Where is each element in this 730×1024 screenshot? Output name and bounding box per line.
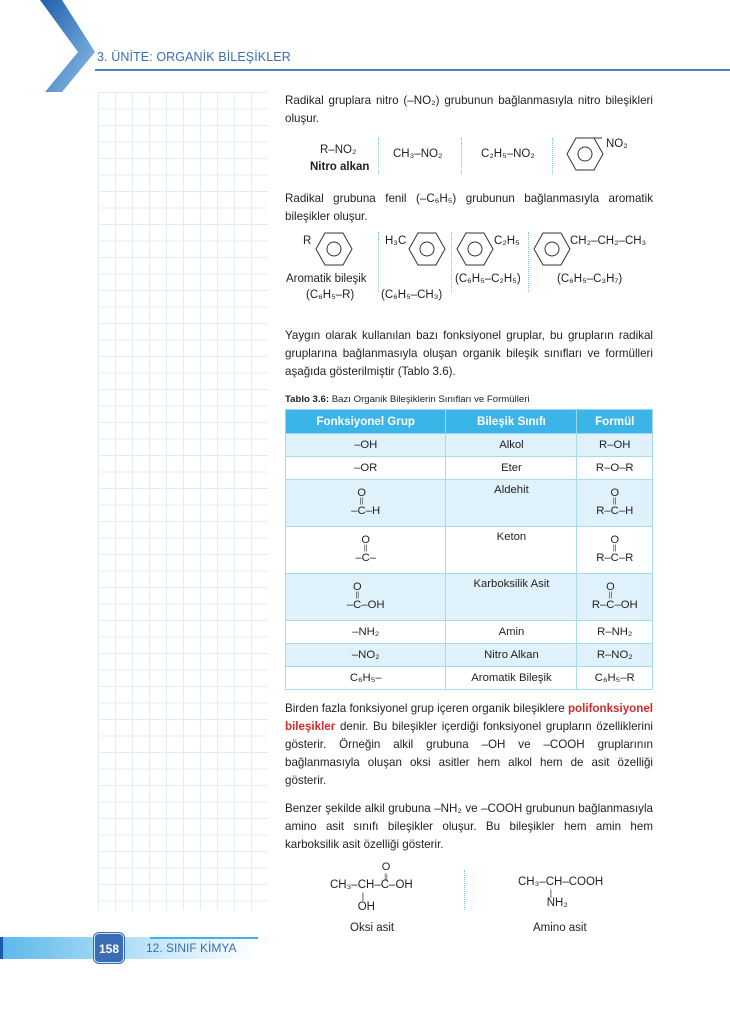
hydroxyl: OH: [357, 901, 375, 913]
carbonyl-structure: [351, 486, 381, 518]
double-bond: ||: [612, 497, 617, 505]
toluene-formula: (C₆H₅–CH₃): [381, 289, 443, 301]
functional-group-cell: [286, 574, 446, 621]
formula-cell: C₆H₅–R: [577, 667, 653, 690]
ethylbenzene-formula: (C₆H₅–C₂H₅): [455, 273, 521, 285]
propylbenzene-formula: (C₆H₅–C₃H₇): [557, 273, 623, 285]
benzene-ring-icon: [533, 231, 573, 267]
compound-class-cell: Alkol: [446, 434, 577, 457]
nitro-alkan-label: Nitro alkan: [310, 161, 370, 173]
formula-part: –OH: [614, 598, 638, 611]
formula-part: CH₃–: [330, 879, 358, 891]
formula-part: C: [353, 598, 362, 611]
formula-part: R–: [596, 504, 611, 517]
functional-group-cell: –NH₂: [286, 621, 446, 644]
formula-cell: [577, 574, 653, 621]
text: Birden fazla fonksiyonel grup içeren organik bileşiklere: [285, 702, 568, 715]
header-formula: Formül: [577, 410, 653, 434]
formula-part: C: [357, 504, 366, 517]
text: denir. Bu bileşikler içerdiği fonksiyonel grupların özelliklerini gösterir. Örneğin alkil grubuna –OH ve –COOH gruplarının bağlanmasıyla oluşan oksi asitler hem alkol hem de asit özelliği gösterir.: [285, 720, 653, 787]
carbonyl-structure: [346, 580, 385, 612]
table-row: [286, 457, 653, 480]
amino-acid-paragraph: Benzer şekilde alkil grubuna –NH₂ ve –COOH grubunun bağlanmasıyla amino asit sınıfı bileşikler oluşur. Bu bileşikler hem amin hem karboksilik asit özelliği gösterir.: [285, 802, 653, 851]
divider: [451, 232, 452, 292]
ch-group: [357, 879, 375, 913]
functional-group-cell: –OH: [286, 434, 446, 457]
divider: [461, 138, 462, 174]
formula-part: CH₃–: [518, 876, 546, 888]
benzene-ring-icon: [315, 231, 355, 267]
formula-part: C: [361, 551, 370, 564]
unit-title: 3. ÜNİTE: ORGANİK BİLEŞİKLER: [97, 50, 291, 64]
formula-part: C: [610, 551, 619, 564]
formula-part: –COOH: [562, 876, 604, 888]
amino-acid-structure: [518, 875, 604, 909]
header-functional-group: Fonksiyonel Grup: [286, 410, 446, 434]
table-row: [286, 527, 653, 574]
carbon: [606, 580, 615, 612]
aromatic-paragraph: Radikal grubuna fenil (–C₆H₅) grubunun bağlanmasıyla aromatik bileşikler oluşur.: [285, 192, 653, 223]
header-rule: [95, 69, 730, 71]
compound-class-cell: Amin: [446, 621, 577, 644]
formula-part: –OH: [361, 598, 385, 611]
divider: [378, 138, 379, 174]
formula-part: R–: [596, 551, 611, 564]
carbonyl-structure: [596, 486, 634, 518]
functional-group-cell: C₆H₅–: [286, 667, 446, 690]
footer-edge: [0, 937, 3, 959]
formula-part: O: [357, 486, 366, 499]
table-row: [286, 621, 653, 644]
footer-rule: [150, 937, 258, 939]
carbonyl-structure: [355, 533, 377, 565]
aromatic-label: Aromatik bileşik: [286, 273, 367, 285]
main-flow: [285, 327, 653, 940]
functional-group-cell: [286, 527, 446, 574]
formula-part: –: [351, 504, 358, 517]
table-row: [286, 574, 653, 621]
formula-part: O: [606, 580, 615, 593]
oxygen: [610, 488, 619, 505]
carbonyl-structure: [591, 580, 638, 612]
notes-grid: [98, 92, 268, 910]
divider: [528, 232, 529, 292]
intro-paragraph: Yaygın olarak kullanılan bazı fonksiyonel gruplar, bu grupların radikal gruplarına bağlanmasıyla oluşan organik bileşik sınıfları ve formülleri aşağıda gösterilmiştir (Tablo 3.6).: [285, 329, 653, 378]
formula-part: C: [606, 598, 615, 611]
oxygen: [361, 535, 370, 552]
functional-group-cell: –OR: [286, 457, 446, 480]
functional-group-cell: [286, 480, 446, 527]
aromatic-general-formula: (C₆H₅–R): [306, 289, 355, 301]
table-number: Tablo 3.6:: [285, 394, 330, 405]
formula-part: O: [610, 486, 620, 499]
formula-cell: R–NO₂: [577, 644, 653, 667]
ch-group: [545, 876, 568, 909]
formula-part: O: [361, 533, 370, 546]
formula-part: –R: [618, 551, 634, 564]
ethyl-substituent: C₂H₅: [494, 235, 520, 247]
formula-cell: R–O–R: [577, 457, 653, 480]
formula-cell: [577, 527, 653, 574]
amine: NH₂: [546, 897, 568, 909]
oxy-acid-label: Oksi asit: [350, 922, 395, 934]
nitroethane-formula: C₂H₅–NO₂: [481, 148, 535, 160]
compound-class-cell: Karboksilik Asit: [446, 574, 577, 621]
formula-part: –: [374, 879, 381, 891]
formula-part: –: [346, 598, 354, 611]
formula-part: R–: [591, 598, 607, 611]
divider: [552, 138, 553, 174]
formula-part: CH: [545, 876, 563, 888]
table-row: [286, 480, 653, 527]
amino-acid-label: Amino asit: [533, 922, 587, 934]
double-bond: ||: [359, 497, 364, 505]
table-title: Bazı Organik Bileşiklerin Sınıfları ve Formülleri: [329, 394, 530, 405]
double-bond: ||: [355, 591, 360, 599]
example-structures: [285, 861, 653, 940]
carbon: [610, 486, 620, 518]
compound-class-cell: Eter: [446, 457, 577, 480]
formula-part: –: [369, 551, 377, 564]
double-bond: ||: [384, 874, 388, 881]
formula-part: –: [355, 551, 362, 564]
carbon: [357, 486, 366, 518]
nitrobenzene-substituent: NO₂: [606, 138, 628, 150]
oxygen: [610, 535, 619, 552]
carbonyl: [380, 861, 391, 891]
functional-groups-table: [285, 409, 653, 690]
table-row: [286, 434, 653, 457]
header-compound-class: Bileşik Sınıfı: [446, 410, 577, 434]
formula-cell: [577, 480, 653, 527]
benzene-ring-icon: [408, 231, 448, 267]
chapter-chevron-decoration: [0, 0, 100, 95]
nitromethane-formula: CH₃–NO₂: [393, 148, 443, 160]
page-number: 158: [94, 933, 124, 963]
formula-part: –OH: [389, 879, 413, 891]
compound-class-cell: Nitro Alkan: [446, 644, 577, 667]
divider: [464, 870, 465, 910]
nitro-paragraph: Radikal gruplara nitro (–NO₂) grubunun bağlanmasıyla nitro bileşikleri oluşur.: [285, 94, 653, 125]
double-bond: ||: [363, 544, 368, 552]
compound-class-cell: Keton: [446, 527, 577, 574]
formula-part: O: [381, 861, 391, 873]
formula-part: C: [610, 504, 619, 517]
double-bond: ||: [608, 591, 613, 599]
formula-part: CH: [357, 879, 375, 891]
oxygen: [353, 582, 362, 599]
oxygen: [606, 582, 615, 599]
functional-group-cell: –NO₂: [286, 644, 446, 667]
compound-class-cell: Aldehit: [446, 480, 577, 527]
bond: |: [549, 888, 553, 898]
nitro-formula-general: R–NO₂: [320, 144, 357, 156]
formula-part: –H: [365, 504, 381, 517]
carbon: [352, 580, 362, 612]
carbonyl-structure: [596, 533, 634, 565]
formula-part: –H: [618, 504, 634, 517]
book-title: 12. SINIF KİMYA: [146, 941, 237, 955]
bond: |: [361, 891, 365, 901]
highlight-term: polifonksiyonel bileşikler: [285, 702, 653, 733]
benzene-ring-icon: [566, 136, 606, 172]
oxy-acid-structure: [330, 861, 413, 913]
compound-class-cell: Aromatik Bileşik: [446, 667, 577, 690]
divider: [378, 232, 379, 292]
table-caption: [285, 393, 653, 407]
oxygen: [382, 863, 391, 882]
table-row: [286, 644, 653, 667]
benzene-ring-icon: [456, 231, 496, 267]
carbon: [361, 533, 370, 565]
formula-cell: R–OH: [577, 434, 653, 457]
formula-cell: R–NH₂: [577, 621, 653, 644]
formula-part: O: [610, 533, 620, 546]
table-row: [286, 667, 653, 690]
r-substituent: R: [303, 235, 312, 247]
propyl-substituent: CH₂–CH₂–CH₃: [570, 235, 647, 247]
formula-part: O: [352, 580, 362, 593]
carbon: [610, 533, 620, 565]
formula-part: C: [380, 879, 390, 891]
double-bond: ||: [612, 544, 617, 552]
polyfunctional-paragraph: [285, 700, 653, 790]
oxygen: [357, 488, 366, 505]
methyl-substituent: H₃C: [385, 235, 407, 247]
